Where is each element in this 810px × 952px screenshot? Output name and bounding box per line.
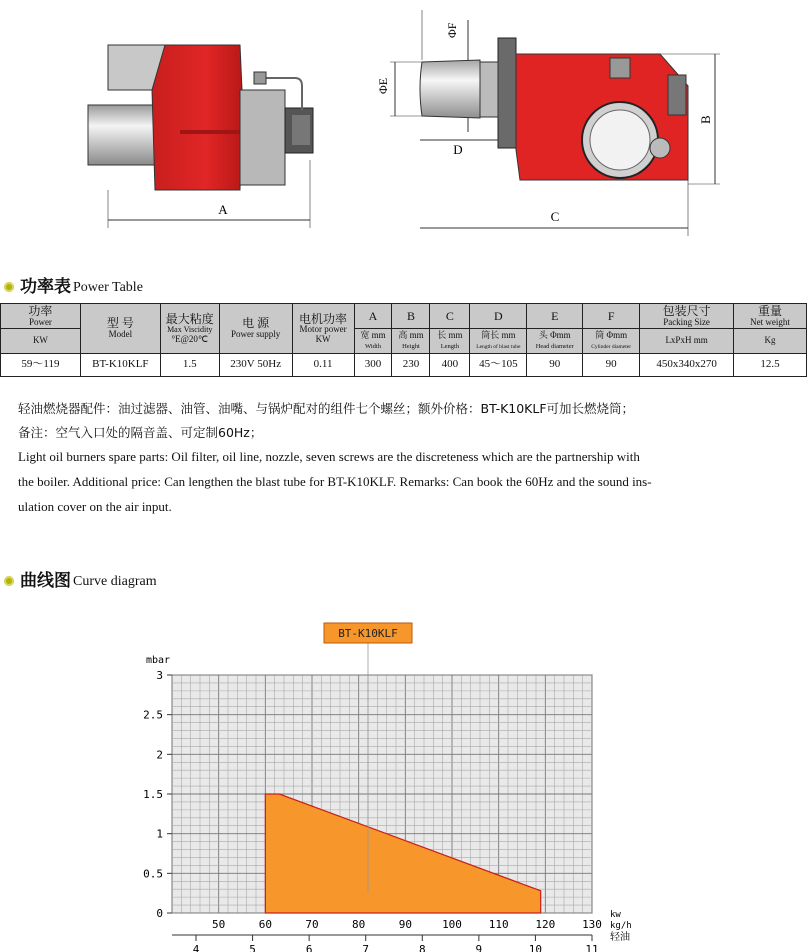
x-kw-tick-label: 130 [582,918,602,931]
curve-chart [130,620,650,952]
bullet-icon [4,576,14,586]
table-row [1,354,807,377]
col-d-header: D [470,304,527,329]
col-a-header: A [354,304,392,329]
cell-a: 300 [354,354,392,377]
x-kgh-tick-label: 6 [305,943,313,952]
cell-b: 230 [392,354,430,377]
burner-front-drawing [370,0,730,240]
cell-d: 45～105 [470,354,527,377]
col-c-header: C [430,304,470,329]
col-b-sub: 高 mm Height [392,329,430,354]
dim-label-d: D [453,142,463,157]
x-unit-kgh: kg/h [610,921,632,931]
col-weight-unit: Kg [734,329,807,354]
x-kw-tick-label: 80 [352,918,366,931]
power-table-title-cn: 功率表 [20,277,71,297]
curve-diagram-heading [4,566,157,591]
power-table-title-en: Power Table [73,280,143,295]
col-weight-header: 重量 Net weight [734,304,807,329]
notes-en-line-3: ulation cover on the air input. [18,499,172,514]
cell-net-weight: 12.5 [734,354,807,377]
dim-label-phif: ΦF [445,22,459,38]
col-viscosity-header: 最大粘度 Max Viscidity °E@20℃ [160,304,219,354]
col-e-header: E [527,304,583,329]
col-power-header: 功率 Power [1,304,81,329]
curve-title-cn: 曲线图 [20,571,71,591]
x-kgh-tick-label: 4 [192,943,200,952]
notes-cn-line-2: 备注：空气入口处的隔音盖、可定制60Hz； [18,425,263,440]
cell-packing-size: 450x340x270 [640,354,734,377]
y-tick-label: 0 [156,907,163,920]
cell-power-supply: 230V 50Hz [219,354,292,377]
col-model-header: 型 号 Model [80,304,160,354]
dim-label-phie: ΦE [376,77,390,94]
dim-label-a: A [218,202,228,217]
x-kgh-tick-label: 5 [249,943,256,952]
notes-en-line-1: Light oil burners spare parts: Oil filter, oil line, nozzle, seven screws are the discreteness which are the partnership with [18,449,640,464]
cell-viscosity: 1.5 [160,354,219,377]
col-a-sub: 宽 mm Width [354,329,392,354]
col-packing-header: 包装尺寸 Packing Size [640,304,734,329]
x-kw-tick-label: 60 [258,918,272,931]
x-kw-tick-label: 100 [442,918,462,931]
x-kw-tick-label: 50 [212,918,226,931]
y-tick-label: 0.5 [143,867,163,881]
x-unit-fuel: 轻油 [610,932,630,943]
power-table-heading [4,272,143,297]
x-unit-kw: kw [610,910,621,920]
curve-title-en: Curve diagram [73,574,157,589]
bullet-icon [4,282,14,292]
y-unit-label: mbar [146,655,171,666]
cell-model: BT-K10KLF [80,354,160,377]
model-label: BT-K10KLF [338,627,398,640]
cell-e: 90 [527,354,583,377]
x-kgh-tick-label: 9 [475,943,483,952]
cell-f: 90 [583,354,640,377]
col-f-header: F [583,304,640,329]
col-motor-power-header: 电机功率 Motor power KW [292,304,354,354]
x-kgh-tick-label: 7 [362,943,370,952]
x-kw-tick-label: 110 [488,918,509,931]
col-packing-unit: LxPxH mm [640,329,734,354]
power-table [0,303,807,377]
x-kgh-tick-label: 8 [418,943,426,952]
y-tick-label: 1.5 [143,788,163,801]
x-kw-tick-label: 70 [305,918,319,931]
col-power-unit: KW [1,329,81,354]
col-d-sub: 筒长 mm Length of blast tube [470,329,527,354]
dim-label-c: C [550,209,560,224]
burner-side-drawing [80,30,340,235]
notes-cn-line-1: 轻油燃烧器配件：油过滤器、油管、油嘴、与锅炉配对的组件七个螺丝；额外价格：BT-K10KLF可加长燃烧筒； [18,401,635,416]
col-b-header: B [392,304,430,329]
x-kw-tick-label: 120 [535,918,556,931]
cell-c: 400 [430,354,470,377]
notes-en-line-2: the boiler. Additional price: Can lengthen the blast tube for BT-K10KLF. Remarks: Can book the 60Hz and the sound ins- [18,474,652,489]
y-tick-label: 2.5 [143,708,163,722]
x-kw-tick-label: 90 [398,918,412,931]
y-tick-label: 3 [156,669,163,682]
cell-power: 59～119 [1,354,81,377]
col-e-sub: 头 Φmm Head diameter [527,329,583,354]
col-power-supply-header: 电 源 Power supply [219,304,292,354]
x-kgh-tick-label: 11 [585,943,599,952]
y-tick-label: 2 [156,748,163,762]
col-c-sub: 长 mm Length [430,329,470,354]
x-kgh-tick-label: 10 [528,943,543,952]
col-f-sub: 筒 Φmm Cylinder diameter [583,329,640,354]
y-tick-label: 1 [156,827,163,841]
cell-motor-power: 0.11 [292,354,354,377]
dim-label-b: B [698,115,713,124]
